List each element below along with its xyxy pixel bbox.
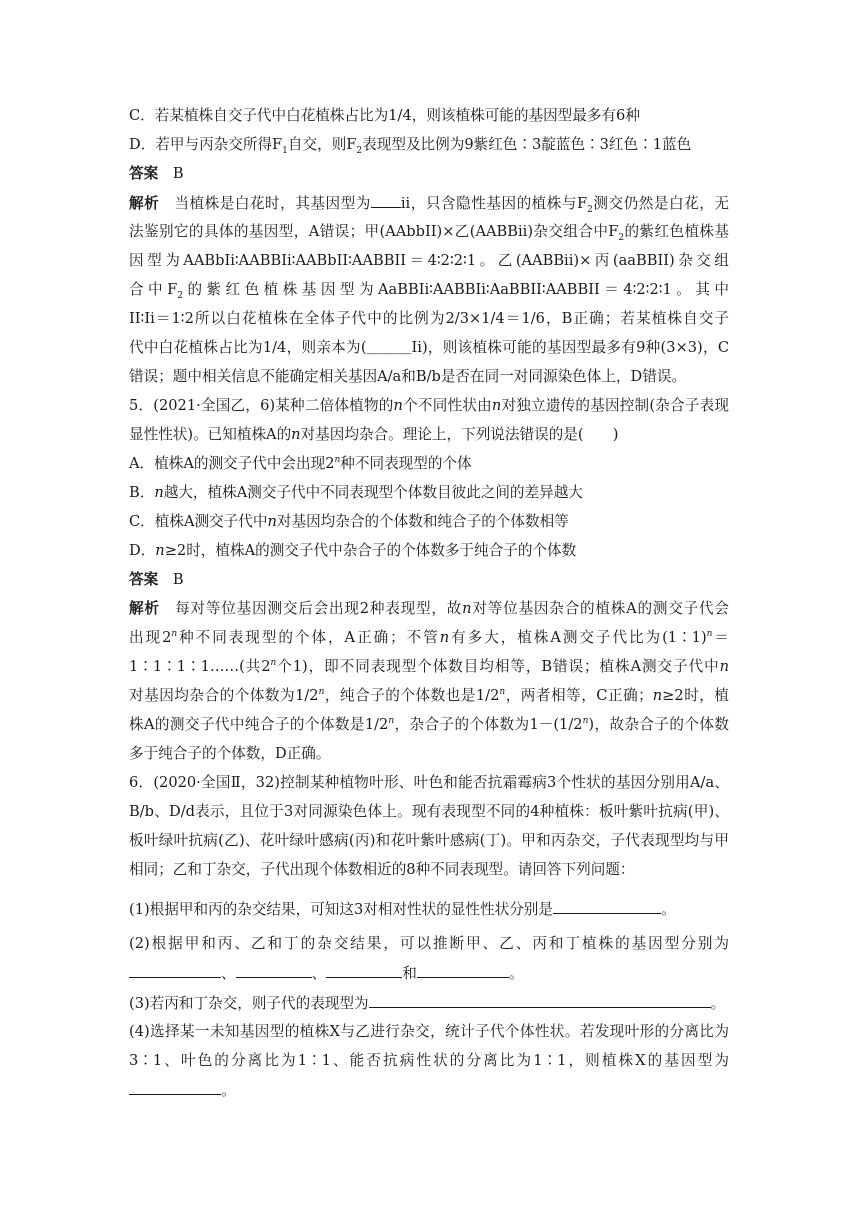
question6-line4: 相同；乙和丁杂交，子代出现个体数相近的8种不同表现型。请回答下列问题： — [129, 861, 635, 878]
answer-blank — [417, 963, 509, 978]
question6-part4-line2: 3∶1、叶色的分离比为1∶1、能否抗病性状的分离比为1∶1，则植株X的基因型为 — [129, 1052, 729, 1069]
question6-line3: 板叶绿叶抗病(乙)、花叶绿叶感病(丙)和花叶紫叶感病(丁)。甲和丙杂交，子代表现型均与甲 — [129, 832, 729, 849]
option-c-q4: C．若某植株自交子代中白花植株占比为1/4，则该植株可能的基因型最多有6种 — [129, 107, 640, 124]
question6-line1: 6．(2020·全国Ⅱ，32)控制某种植物叶形、叶色和能否抗霜霉病3个性状的基因分别用A/a、 — [129, 774, 729, 791]
explanation-q5-line6: 多于纯合子的个体数，D正确。 — [129, 745, 331, 762]
answer-blank — [326, 963, 402, 978]
question6-part2-line1: (2)根据甲和丙、乙和丁的杂交结果，可以推断甲、乙、丙和丁植株的基因型分别为 — [129, 935, 729, 952]
explanation-q4-line3: 因型为AABbIi∶AABBIi∶AABbII∶AABBII＝4∶2∶2∶1。乙(AABBii)×丙(aaBBII)杂交组 — [129, 252, 729, 269]
explanation-q5-line4: 对基因均杂合的个体数为1/2$^n$，纯合子的个体数也是1/2$^n$，两者相等，C正确；n≥2时，植 — [129, 687, 729, 704]
explanation-q4-line4: 合中$F_2$的紫红色植株基因型为AaBBIi∶AABBIi∶AaBBII∶AABBII＝4∶2∶2∶1。其中 — [129, 281, 729, 301]
question6-line2: B/b、D/d表示，且位于3对同源染色体上。现有表现型不同的4种植株：板叶紫叶抗病(甲)、 — [129, 803, 729, 820]
option-d-q5: D．n≥2时，植株A的测交子代中杂合子的个体数多于纯合子的个体数 — [129, 542, 577, 559]
answer-q5: 答案 B — [129, 571, 184, 588]
option-c-q5: C．植株A测交子代中n对基因均杂合的个体数和纯合子的个体数相等 — [129, 513, 569, 530]
question5-line2: 显性性状)。已知植株A的n对基因均杂合。理论上，下列说法错误的是( ) — [129, 426, 619, 443]
question6-part2-line2: 、 、 和 。 — [129, 963, 729, 984]
explanation-q5-line3: 1∶1∶1∶1……(共2$^n$个1)，即不同表现型个体数目均相等，B错误；植株A测交子代中n — [129, 658, 729, 675]
answer-blank — [369, 993, 711, 1008]
option-b-q5: B．n越大，植株A测交子代中不同表现型个体数目彼此之间的差异越大 — [129, 484, 583, 501]
answer-q4: 答案 B — [129, 165, 184, 182]
answer-blank — [553, 899, 661, 914]
question5-line1: 5．(2021·全国乙，6)某种二倍体植物的n个不同性状由n对独立遗传的基因控制(杂合子表现 — [129, 397, 729, 414]
explanation-q5-line2: 出现2$^n$种不同表现型的个体，A正确；不管n有多大，植株A测交子代比为(1∶1)$^n$＝ — [129, 629, 729, 646]
explanation-q4-line5: II∶Ii＝1∶2所以白花植株在全体子代中的比例为2/3×1/4＝1/6，B正确；若某植株自交子 — [129, 310, 729, 327]
explanation-q5-line1: 解析 每对等位基因测交后会出现2种表现型，故n对等位基因杂合的植株A的测交子代会 — [129, 600, 729, 617]
explanation-q4-line6: 代中白花植株占比为1/4，则亲本为(＿＿＿Ii)，则该植株可能的基因型最多有9种(3×3)，C — [129, 339, 729, 356]
answer-blank — [129, 963, 221, 978]
question6-part3: (3)若丙和丁杂交，则子代的表现型为 。 — [129, 995, 726, 1012]
answer-blank — [129, 1080, 221, 1095]
question6-part1: (1)根据甲和丙的杂交结果，可知这3对相对性状的显性性状分别是 。 — [129, 901, 676, 918]
explanation-q5-line5: 株A的测交子代中纯合子的个体数是1/2$^n$，杂合子的个体数为$1-(1/2^n)$，故杂合子的个体数 — [129, 716, 730, 733]
explanation-q4-line1: 解析 当植株是白花时，其基因型为 ii，只含隐性基因的植株与$F_2$测交仍然是白花，无 — [129, 195, 729, 215]
explanation-q4-line2: 法鉴别它的具体的基因型，A错误；甲(AAbbII)×乙(AABBii)杂交组合中$F_2$的紫红色植株基 — [129, 223, 729, 243]
explanation-q4-line7: 错误；题中相关信息不能确定相关基因A/a和B/b是否在同一对同源染色体上，D错误。 — [129, 368, 687, 385]
question6-part4-line1: (4)选择某一未知基因型的植株X与乙进行杂交，统计子代个体性状。若发现叶形的分离比为 — [129, 1023, 729, 1040]
option-d-q4: D．若甲与丙杂交所得$F_1$自交，则$F_2$表现型及比例为9紫红色∶3靛蓝色∶3红色∶1蓝色 — [129, 136, 692, 156]
option-a-q5: A．植株A的测交子代中会出现2$^n$种不同表现型的个体 — [129, 455, 472, 472]
answer-blank — [236, 963, 312, 978]
question6-part4-line3: 。 — [129, 1080, 729, 1101]
